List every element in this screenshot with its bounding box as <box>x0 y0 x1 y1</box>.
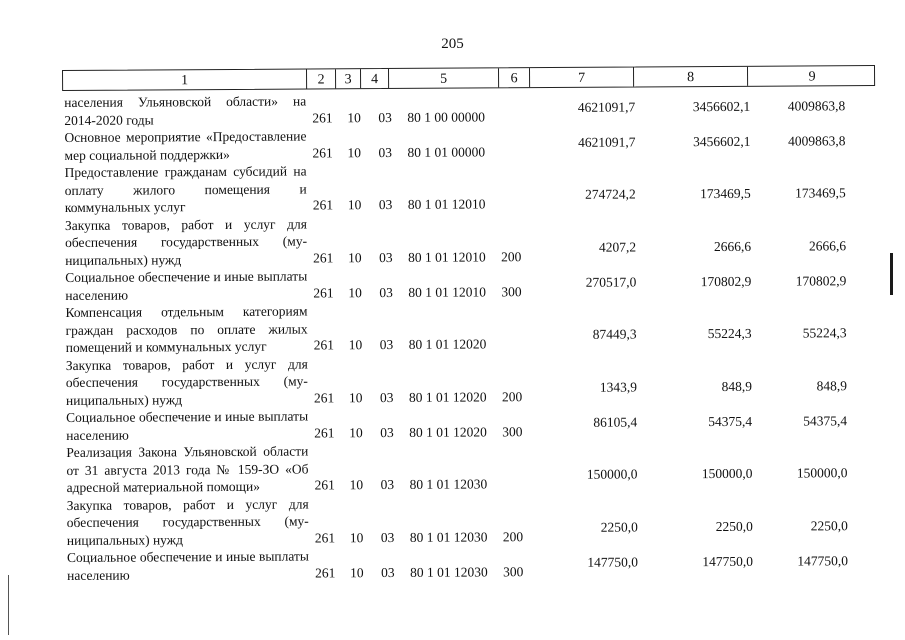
cell-v2020: 2250,0 <box>715 518 753 534</box>
cell-v2020: 848,9 <box>721 378 752 394</box>
cell-v2020: 170802,9 <box>700 273 752 289</box>
cell-v2019: 86105,4 <box>593 413 638 430</box>
cell-v2020: 150000,0 <box>701 465 753 482</box>
cell-pr: 03 <box>378 144 393 160</box>
cell-gr: 261 <box>312 144 333 160</box>
cell-v2020: 3456602,1 <box>693 133 751 149</box>
cell-rz: 10 <box>348 389 363 405</box>
cell-rz: 10 <box>348 337 363 353</box>
cell-v2021: 2666,6 <box>808 237 847 253</box>
scan-artifact-mark <box>890 253 893 295</box>
column-number-4: 4 <box>360 69 388 88</box>
cell-vr: 300 <box>502 423 523 439</box>
cell-v2019: 4207,2 <box>598 238 637 255</box>
row-name: Закупка товаров, работ и услуг для обеспечения государственных (муниципальных) нужд <box>65 356 308 408</box>
cell-cs: 80 1 01 12030 <box>410 563 488 580</box>
row-name: Закупка товаров, работ и услуг для обеспечения государственных (муниципальных) нужд <box>64 216 308 268</box>
cell-v2021: 4009863,8 <box>788 132 846 149</box>
cell-vr: 200 <box>501 248 522 264</box>
column-number-8: 8 <box>633 67 747 87</box>
cell-v2021: 147750,0 <box>797 552 849 569</box>
table-row <box>65 544 878 584</box>
cell-cs: 80 1 01 12010 <box>408 283 487 300</box>
page-number: 205 <box>441 36 464 52</box>
cell-v2019: 4621091,7 <box>578 133 636 150</box>
cell-cs: 80 1 01 00000 <box>407 143 486 160</box>
cell-v2020: 2666,6 <box>713 238 752 254</box>
cell-pr: 03 <box>378 109 392 125</box>
cell-cs: 80 1 01 12030 <box>409 476 488 492</box>
row-name: населения Ульяновской области» на 2014-2020 годы <box>64 93 307 128</box>
cell-gr: 261 <box>315 564 336 580</box>
cell-rz: 10 <box>347 144 362 160</box>
cell-pr: 03 <box>379 336 394 353</box>
cell-v2021: 173469,5 <box>795 185 846 201</box>
table-row <box>65 492 878 549</box>
table-row <box>62 89 875 129</box>
column-number-2: 2 <box>306 69 335 88</box>
cell-v2019: 87449,3 <box>592 326 637 342</box>
cell-v2020: 3456602,1 <box>692 98 751 114</box>
cell-v2021: 848,9 <box>816 377 847 393</box>
cell-vr: 300 <box>501 283 522 299</box>
cell-vr: 200 <box>501 388 523 404</box>
table-row <box>64 352 877 409</box>
cell-v2021: 2250,0 <box>810 517 848 533</box>
cell-v2019: 270517,0 <box>585 273 637 290</box>
table-row <box>63 299 876 356</box>
cell-v2020: 55224,3 <box>707 325 752 342</box>
row-name: Социальное обеспечение и иные выплаты населению <box>65 268 308 303</box>
cell-pr: 03 <box>379 249 393 265</box>
cell-rz: 10 <box>347 109 361 125</box>
column-number-7: 7 <box>529 68 633 88</box>
cell-pr: 03 <box>378 196 393 213</box>
cell-cs: 80 1 00 00000 <box>407 108 485 125</box>
cell-v2020: 54375,4 <box>708 413 753 429</box>
cell-v2019: 1343,9 <box>599 378 637 395</box>
cell-v2020: 147750,0 <box>702 553 754 569</box>
cell-vr: 200 <box>502 528 524 544</box>
cell-rz: 10 <box>350 564 364 580</box>
cell-pr: 03 <box>379 389 394 405</box>
table-row <box>63 212 876 269</box>
cell-gr: 261 <box>314 529 336 545</box>
table-row <box>64 404 877 444</box>
cell-cs: 80 1 01 12020 <box>408 336 487 352</box>
column-number-5: 5 <box>388 68 498 88</box>
cell-pr: 03 <box>380 424 394 440</box>
cell-v2021: 170802,9 <box>795 272 847 289</box>
cell-rz: 10 <box>349 529 364 545</box>
cell-gr: 261 <box>314 477 335 493</box>
row-name: Социальное обеспечение и иные выплаты населению <box>66 548 310 583</box>
cell-gr: 261 <box>314 424 335 440</box>
cell-pr: 03 <box>380 529 395 545</box>
table-row <box>63 264 876 304</box>
column-number-6: 6 <box>498 68 529 87</box>
table-row <box>62 124 875 164</box>
column-number-header <box>62 65 875 91</box>
cell-rz: 10 <box>349 477 364 493</box>
cell-rz: 10 <box>347 197 362 213</box>
cell-vr: 300 <box>503 563 524 579</box>
table-row <box>64 439 877 496</box>
cell-v2019: 147750,0 <box>587 553 639 570</box>
budget-table <box>62 65 880 630</box>
cell-v2021: 4009863,8 <box>787 97 846 114</box>
row-name: Закупка товаров, работ и услуг для обеспечения государственных (муниципальных) нужд <box>66 496 309 548</box>
cell-rz: 10 <box>348 284 362 300</box>
column-number-1: 1 <box>181 73 189 89</box>
table-row <box>63 159 876 216</box>
cell-v2021: 150000,0 <box>796 465 848 481</box>
scan-artifact-line <box>8 575 9 635</box>
cell-gr: 261 <box>312 197 334 213</box>
cell-gr: 261 <box>312 109 333 125</box>
cell-v2019: 150000,0 <box>586 466 638 482</box>
cell-pr: 03 <box>381 564 395 580</box>
cell-gr: 261 <box>313 249 334 265</box>
cell-pr: 03 <box>379 284 393 300</box>
cell-cs: 80 1 01 12030 <box>409 528 488 545</box>
cell-cs: 80 1 01 12010 <box>407 196 486 212</box>
cell-v2021: 54375,4 <box>803 412 848 428</box>
row-name: Предоставление гражданам субсидий на оплату жилого помещения и коммунальных услуг <box>64 163 307 215</box>
cell-v2019: 4621091,7 <box>577 98 636 115</box>
cell-gr: 261 <box>313 337 334 353</box>
column-number-9: 9 <box>747 66 876 86</box>
cell-cs: 80 1 01 12020 <box>408 388 487 405</box>
row-name: Социальное обеспечение и иные выплаты населению <box>66 408 309 443</box>
cell-cs: 80 1 01 12020 <box>409 423 487 440</box>
cell-gr: 261 <box>313 389 335 405</box>
column-number-3: 3 <box>335 69 360 88</box>
row-name: Компенсация отдельным категориям граждан расходов по оплате жилых помещений и коммунальных услуг <box>65 303 308 355</box>
cell-v2019: 274724,2 <box>585 186 636 202</box>
table-body <box>62 89 878 584</box>
cell-v2019: 2250,0 <box>600 518 638 535</box>
cell-v2020: 173469,5 <box>700 185 751 202</box>
row-name: Основное мероприятие «Предоставление мер социальной поддержки» <box>64 128 307 163</box>
cell-pr: 03 <box>380 476 395 493</box>
cell-rz: 10 <box>348 249 362 265</box>
cell-rz: 10 <box>349 424 363 440</box>
cell-gr: 261 <box>313 284 334 300</box>
cell-cs: 80 1 01 12010 <box>408 248 486 265</box>
row-name: Реализация Закона Ульяновской области от 31 августа 2013 года № 159-ЗО «Об адресной материальной помощи» <box>66 443 309 495</box>
cell-v2021: 55224,3 <box>802 325 847 341</box>
